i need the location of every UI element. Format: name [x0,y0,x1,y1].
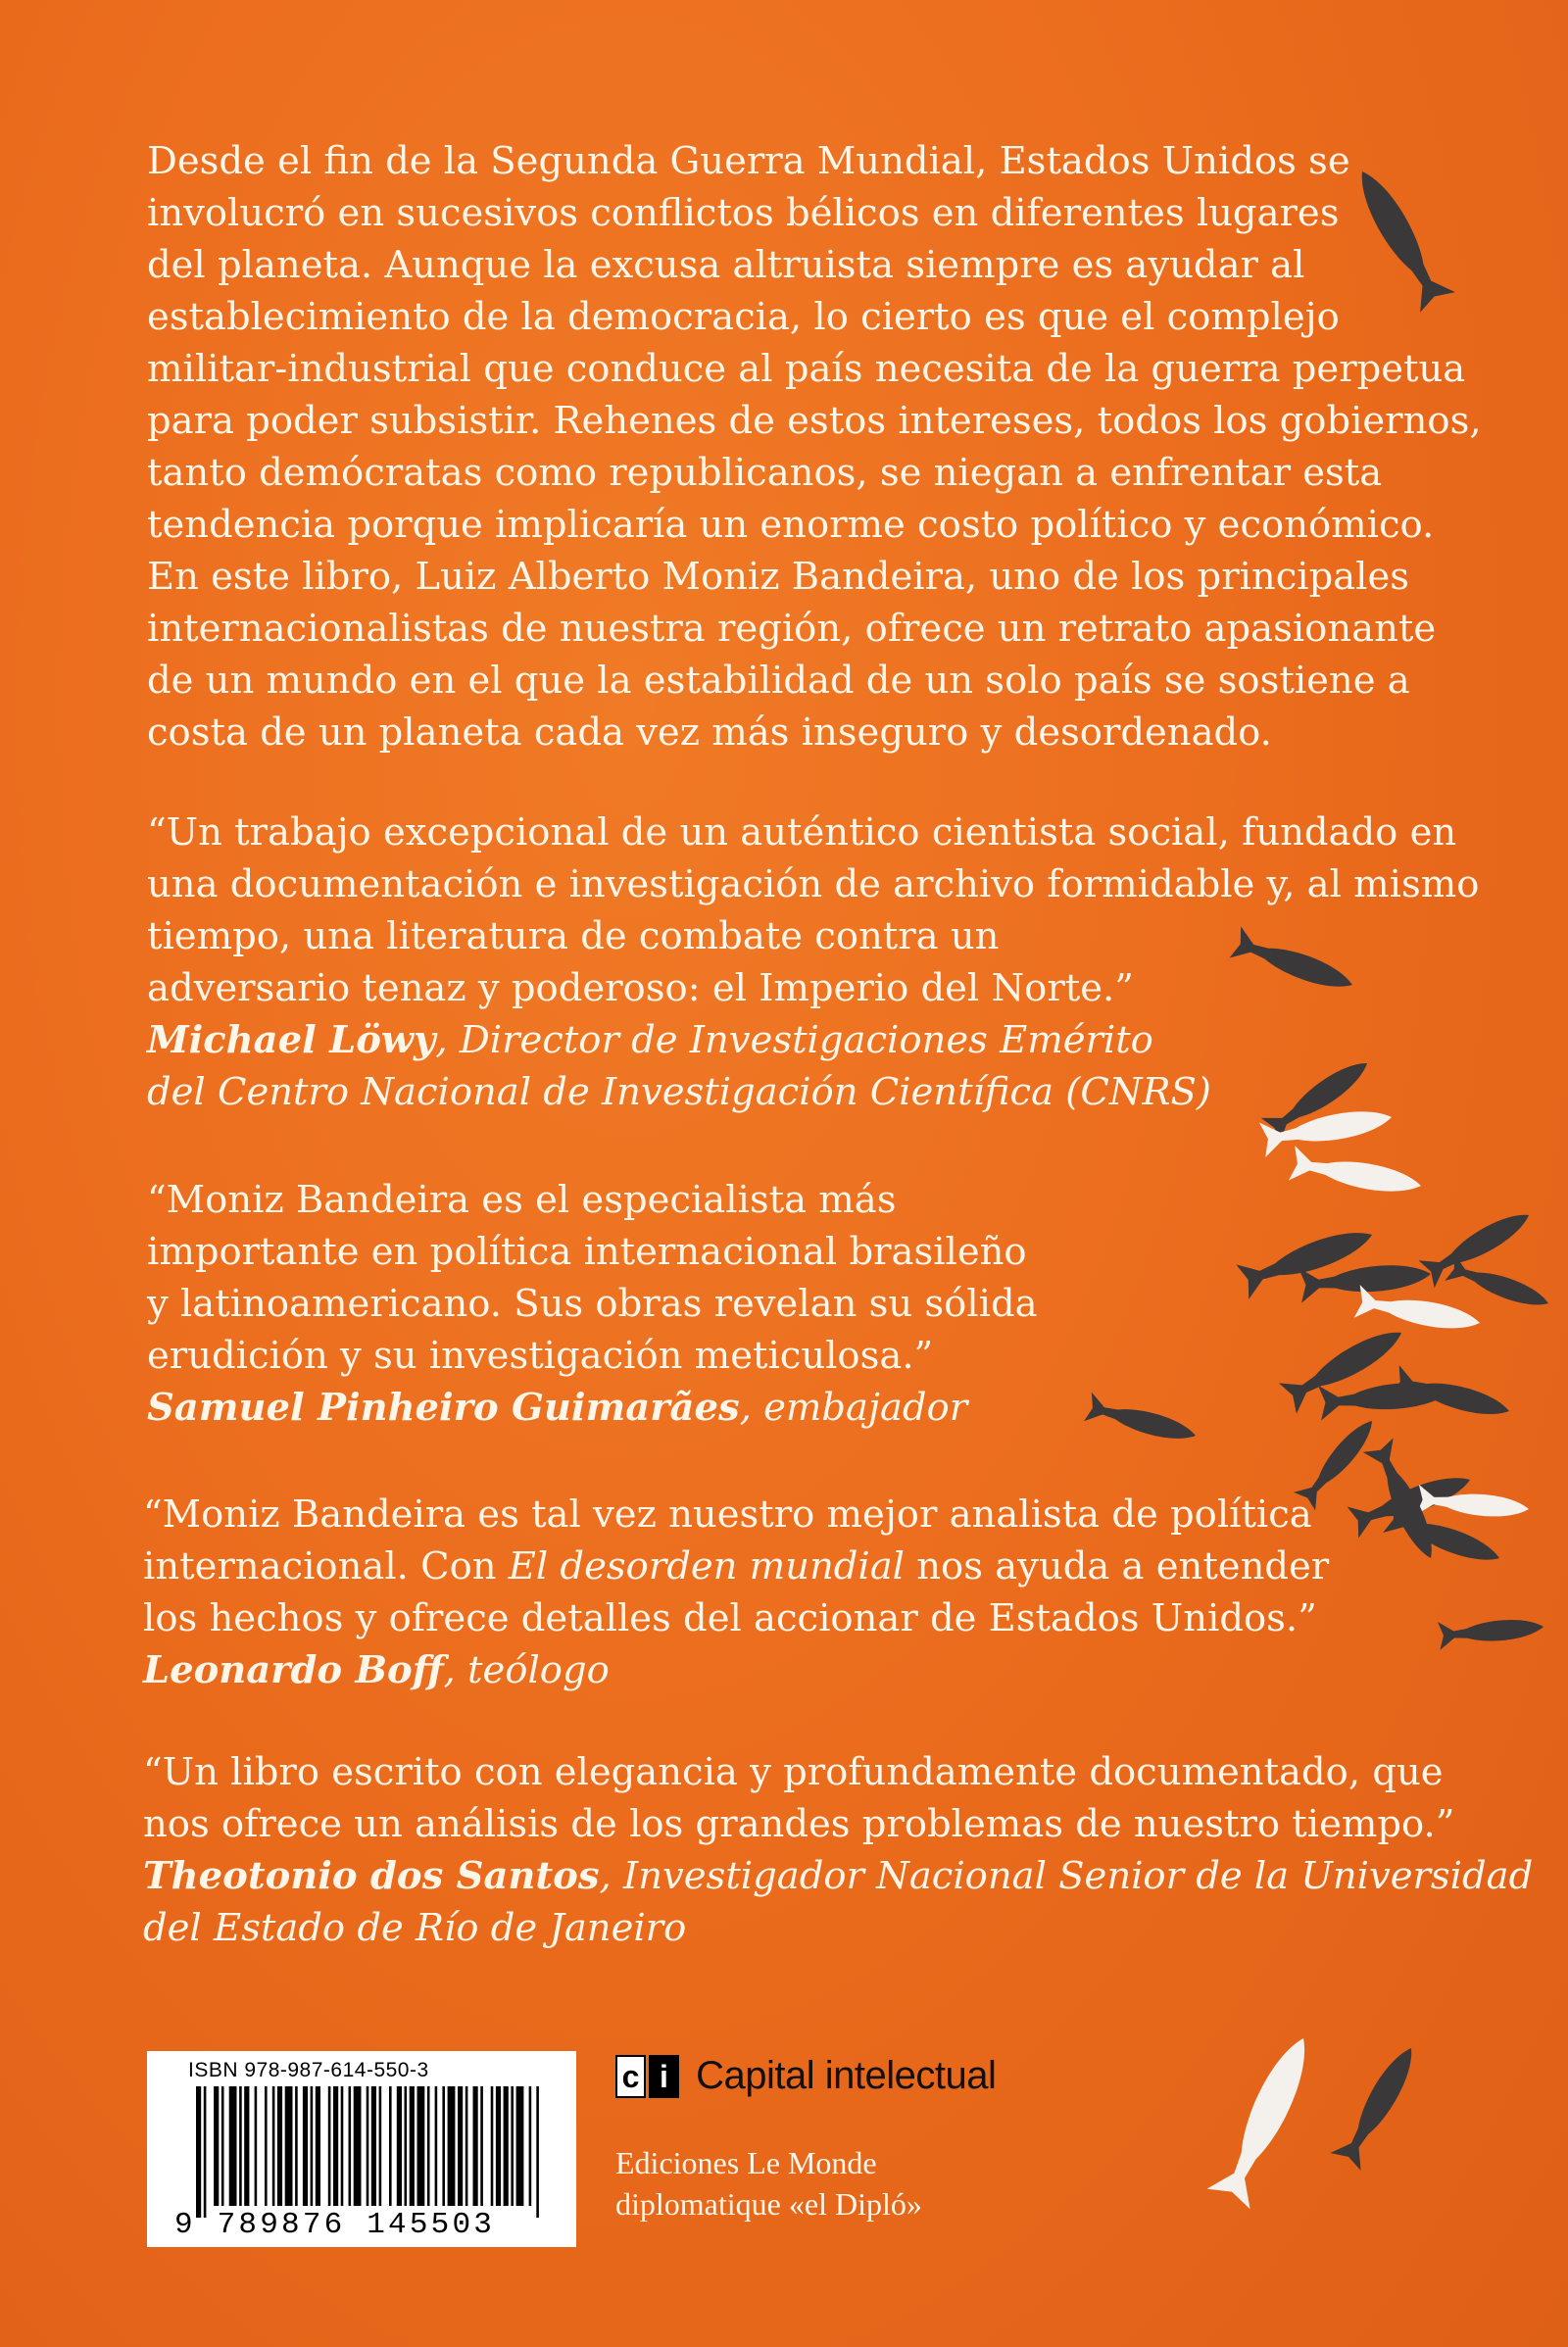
quote-line: “Moniz Bandeira es el especialista más [147,1178,897,1222]
barcode-bar [367,2086,369,2206]
barcode-bar [379,2086,382,2206]
barcode-bar [341,2086,344,2206]
quote-attribution [143,1644,1329,1696]
barcode-bar [504,2086,509,2206]
quote-line: adversario tenaz y poderoso: el Imperio del Norte.” [147,966,1134,1010]
bomb-shape [1330,2039,1426,2171]
quote-line: y latinoamericano. Sus obras revelan su sólida [147,1282,1038,1326]
quote-author: Michael Löwy [147,1018,436,1062]
quote-line: tiempo, una literatura de combate contra un [147,914,1000,958]
barcode-bar [529,2086,532,2206]
barcode-bar [442,2086,445,2206]
barcode-bar [214,2086,219,2206]
quote-line: importante en política internacional brasileño [147,1230,1027,1274]
barcode-bar [496,2086,501,2206]
barcode-bar [285,2086,293,2206]
quote-line: una documentación e investigación de archivo formidable y, al mismo [147,862,1480,906]
ci-logo-i: i [649,2055,679,2098]
quote-author-role: del Centro Nacional de Investigación Científica (CNRS) [147,1070,1211,1114]
barcode-bar [371,2086,376,2206]
isbn-label: ISBN 978-987-614-550-3 [188,2059,429,2081]
quote-author-role: del Estado de Río de Janeiro [143,1906,687,1950]
barcode-bar [196,2086,201,2218]
description-line: internacionalistas de nuestra región, ofrece un retrato apasionante [147,607,1437,651]
barcode-bar [466,2086,468,2206]
barcode-bar [349,2086,352,2206]
barcode-bar [473,2086,478,2206]
barcode-bar [389,2086,392,2206]
barcode-bar [536,2086,539,2218]
barcode-bar [328,2086,331,2206]
quote-attribution [143,1850,1533,1902]
bomb-shape [1438,1613,1544,1650]
quote-line: “Un trabajo excepcional de un auténtico cientista social, fundado en [147,810,1457,855]
bomb-shape [1289,1146,1424,1203]
barcode-bar [277,2086,282,2206]
description-line: En este libro, Luiz Alberto Moniz Bandeira, uno de los principales [147,555,1410,599]
ci-logo-c: c [615,2055,646,2098]
quote-guimaraes [147,1174,1038,1434]
barcode-bar [333,2086,338,2206]
quote-author-role: , Investigador Nacional Senior de la Universidad [599,1854,1534,1898]
bomb-shape [1354,1285,1483,1340]
isbn-barcode [147,2051,576,2247]
quote-boff [143,1489,1329,1696]
barcode-bar [480,2086,483,2206]
description-line: involucró en sucesivos conflictos bélicos en diferentes lugares [147,191,1340,235]
barcode-bar [303,2086,308,2206]
description-line: establecimiento de la democracia, lo cierto es que el complejo [147,295,1340,339]
barcode-bar [255,2086,258,2206]
description-line: tanto demócratas como republicanos, se niegan a enfrentar esta [147,451,1383,495]
barcode-bar [410,2086,415,2206]
quote-author: Leonardo Boff [143,1648,444,1692]
barcode-bar [516,2086,524,2206]
barcode-bar [272,2086,275,2206]
barcode-bar [221,2086,224,2206]
description-line: para poder subsistir. Rehenes de estos intereses, todos los gobiernos, [147,399,1482,443]
quote-line [143,1540,1329,1592]
book-title: El desorden mundial [508,1544,905,1589]
coeditor [615,2142,922,2225]
description-line: costa de un planeta cada vez más inseguro y desordenado. [147,710,1272,755]
quote-attribution [147,1014,1479,1066]
quote-attribution [147,1382,1038,1434]
publisher-logo [615,2054,996,2098]
coeditor-line: Ediciones Le Monde [615,2145,877,2180]
description-line: tendencia porque implicaría un enorme costo político y económico. [147,503,1435,547]
barcode-bar [435,2086,438,2206]
quote-author: Samuel Pinheiro Guimarães [147,1386,740,1430]
quote-line: erudición y su investigación meticulosa.” [147,1334,934,1378]
quote-line: “Un libro escrito con elegancia y profundamente documentado, que [143,1750,1444,1794]
description-paragraph [147,135,1482,758]
barcode-bar [405,2086,408,2206]
barcode-bar [448,2086,456,2206]
bomb-shape [1207,2029,1325,2209]
quote-line: los hechos y ofrece detalles del accionar de Estados Unidos.” [143,1596,1317,1640]
barcode-bar [458,2086,463,2206]
quote-author-role: , teólogo [443,1648,610,1692]
barcode-bar [204,2086,207,2218]
barcode-bar [265,2086,268,2206]
publisher-name: Capital intelectual [696,2054,997,2097]
barcode-bar [511,2086,514,2206]
quote-line: nos ofrece un análisis de los grandes problemas de nuestro tiempo.” [143,1802,1455,1846]
description-line: de un mundo en el que la estabilidad de un solo país se sostiene a [147,659,1410,703]
description-line: del planeta. Aunque la excusa altruista siempre es ayudar al [147,243,1305,287]
bomb-shape [1084,1393,1200,1450]
barcode-bar [354,2086,362,2206]
barcode-bar [397,2086,402,2206]
coeditor-line: diplomatique «el Dipló» [615,2186,922,2222]
quote-text: nos ayuda a entender [905,1544,1330,1589]
description-line: Desde el fin de la Segunda Guerra Mundial, Estados Unidos se [147,139,1350,183]
barcode-bar [316,2086,320,2206]
barcode-bar [244,2086,249,2206]
quote-dos-santos [143,1746,1533,1954]
barcode-digits: 9 789876 145503 [174,2208,496,2242]
quote-author-role: , Director de Investigaciones Emérito [435,1018,1153,1062]
ci-logo-icon [615,2055,679,2098]
barcode-bar [311,2086,314,2206]
barcode-bar [239,2086,242,2206]
barcode-bar [295,2086,298,2206]
barcode-bar [427,2086,430,2206]
quote-line: “Moniz Bandeira es tal vez nuestro mejor analista de política [143,1492,1312,1537]
barcode-bar [229,2086,237,2206]
quote-author: Theotonio dos Santos [143,1854,600,1898]
bomb-shape [1445,1254,1553,1317]
description-line: militar-industrial que conduce al país necesita de la guerra perpetua [147,347,1466,391]
quote-author-role: , embajador [739,1386,968,1430]
barcode-bar [417,2086,425,2206]
quote-text: internacional. Con [143,1544,509,1589]
quote-lowy [147,807,1479,1118]
barcode-bar [491,2086,494,2206]
